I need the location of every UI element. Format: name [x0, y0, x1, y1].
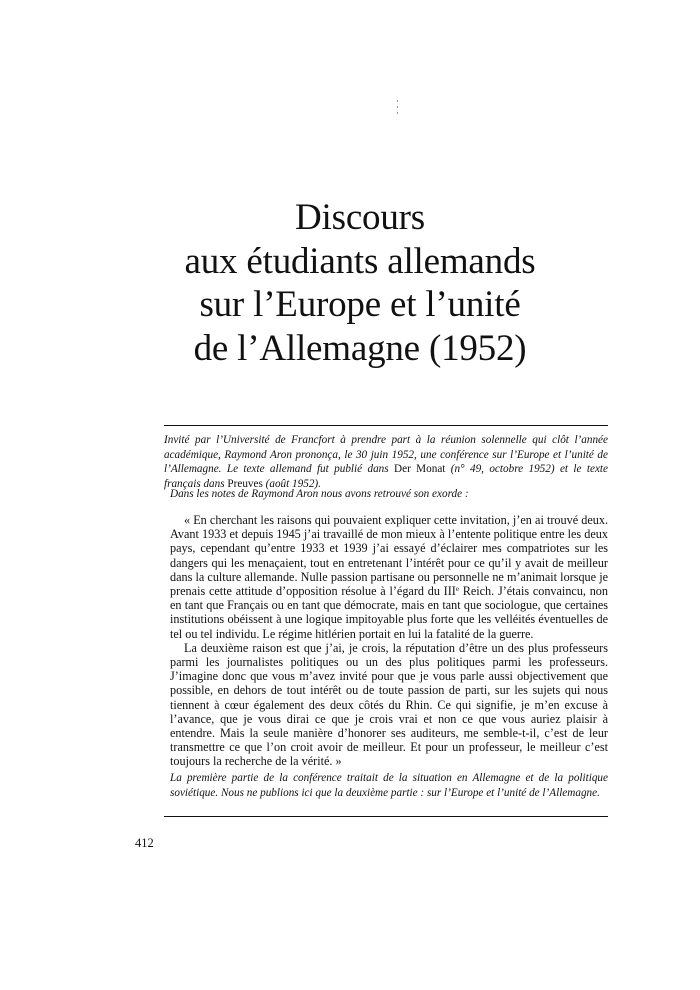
title-line-1: Discours: [295, 197, 425, 238]
exorde-quote: [170, 513, 608, 769]
top-rule: [164, 425, 608, 426]
quote-text-1b: Reich. J’étais convaincu, non en tant que Français ou en tant que démocrate, mais en tant que sociologue, que certaines institutions obéissent à une logique impitoyable plus forte que les velléités éventuelles de tel ou tel individu. Le régime hitlérien portait en lui la fatalité de la guerre.: [170, 584, 608, 641]
page-number: 412: [135, 836, 154, 850]
editorial-intro: [164, 433, 608, 491]
editorial-outro: La première partie de la conférence traitait de la situation en Allemagne et de la politique soviétique. Nous ne publions ici que la deuxième partie : sur l’Europe et l’unité de l’Allemagne.: [170, 772, 608, 799]
exorde-note: Dans les notes de Raymond Aron nous avons retrouvé son exorde :: [170, 488, 469, 500]
journal-der-monat: Der Monat: [394, 463, 446, 476]
journal-preuves: Preuves: [227, 477, 263, 490]
bottom-rule: [164, 816, 608, 817]
title-line-2: aux étudiants allemands: [184, 240, 536, 282]
intro-text-2: (n° 49, octobre 1952) et le texte français dans: [164, 463, 609, 490]
title-line-4: de l’Allemagne (1952): [193, 327, 527, 369]
quote-paragraph-2: La deuxième raison est que j’ai, je crois, la réputation d’être un des plus professeurs parmi les journalistes politiques ou un des plus politiques parmi les professeurs. J’imagine donc que vous m’avez invité pour que je vous parle aussi objectivement que possible, en dehors de tout intérêt ou de toute passion de parti, sur les sujets qui nous tiennent à cœur également des deux côtés du Rhin. Ce qui signifie, je m’en excuse à l’avance, que je vous dirai ce que je crois vrai et non ce que vous auriez plaisir à entendre. Mais la seule manière d’honorer ses auditeurs, me semble-t-il, c’est de leur transmettre ce que l’on croit avoir de meilleur. Et pour un professeur, le meilleur c’est toujours la recherche de la vérité. »: [170, 640, 608, 769]
intro-text-3: (août 1952).: [262, 477, 321, 490]
quote-text-1a: « En cherchant les raisons qui pouvaient expliquer cette invitation, j’en ai trouvé deux. Avant 1933 et depuis 1945 j’ai travaillé de mon mieux à l’entente politique entre les deux pays, cependant qu’entre 1933 et 1939 j’ai essayé d’éclairer mes compatriotes sur les dangers qui les menaçaient, tout en entretenant l’intérêt pour ce qu’il y avait de meilleur dans la culture allemande. Nulle passion partisane ou personnelle ne m’animait lorsque je prenais cette attitude d’opposition résolue à l’égard du III: [170, 513, 608, 599]
quote-paragraph-1: [170, 513, 608, 641]
intro-text-1: Invité par l’Université de Francfort à prendre part à la réunion solennelle qui clôt l’année académique, Raymond Aron prononça, le 30 juin 1952, une conférence sur l’Europe et l’unité de l’Allemagne. Le texte allemand fut publié dans: [164, 434, 608, 476]
article-title: [100, 196, 620, 370]
scan-mark: [397, 100, 398, 118]
ordinal-superscript: e: [455, 585, 459, 594]
title-line-3: sur l’Europe et l’unité: [199, 284, 521, 325]
